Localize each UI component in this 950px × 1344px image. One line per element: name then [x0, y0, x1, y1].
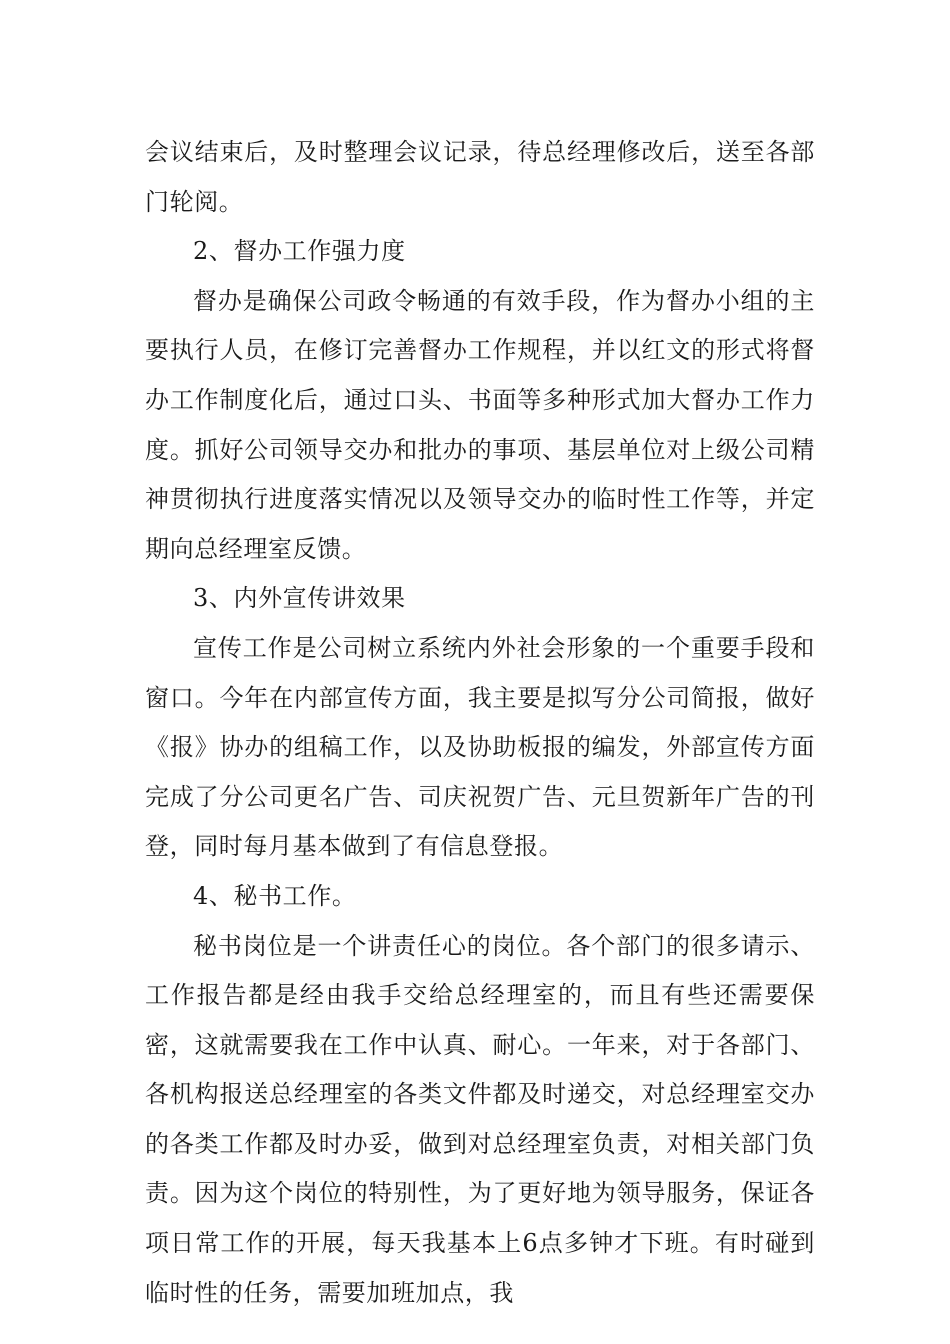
section-heading-supervision: 2、督办工作强力度 [193, 237, 406, 266]
document-body [145, 128, 815, 1318]
paragraph-supervision: 督办是确保公司政令畅通的有效手段，作为督办小组的主要执行人员，在修订完善督办工作规程，并以红文的形式将督办工作制度化后，通过口头、书面等多种形式加大督办工作力度。抓好公司领导交办和批办的事项、基层单位对上级公司精神贯彻执行进度落实情况以及领导交办的临时性工作等，并定期向总经理室反馈。 [145, 286, 815, 563]
paragraph-meeting-records: 会议结束后，及时整理会议记录，待总经理修改后，送至各部门轮阅。 [145, 138, 815, 216]
paragraph-publicity: 宣传工作是公司树立系统内外社会形象的一个重要手段和窗口。今年在内部宣传方面，我主要是拟写分公司简报，做好《报》协办的组稿工作，以及协助板报的编发，外部宣传方面完成了分公司更名广告、司庆祝贺广告、元旦贺新年广告的刊登，同时每月基本做到了有信息登报。 [145, 633, 815, 861]
section-heading-publicity: 3、内外宣传讲效果 [193, 584, 406, 613]
paragraph-secretary: 秘书岗位是一个讲责任心的岗位。各个部门的很多请示、工作报告都是经由我手交给总经理室的，而且有些还需要保密，这就需要我在工作中认真、耐心。一年来，对于各部门、各机构报送总经理室的各类文件都及时递交，对总经理室交办的各类工作都及时办妥，做到对总经理室负责，对相关部门负责。因为这个岗位的特别性，为了更好地为领导服务，保证各项日常工作的开展，每天我基本上6点多钟才下班。有时碰到临时性的任务，需要加班加点，我 [145, 931, 815, 1307]
section-heading-secretary: 4、秘书工作。 [193, 881, 357, 910]
